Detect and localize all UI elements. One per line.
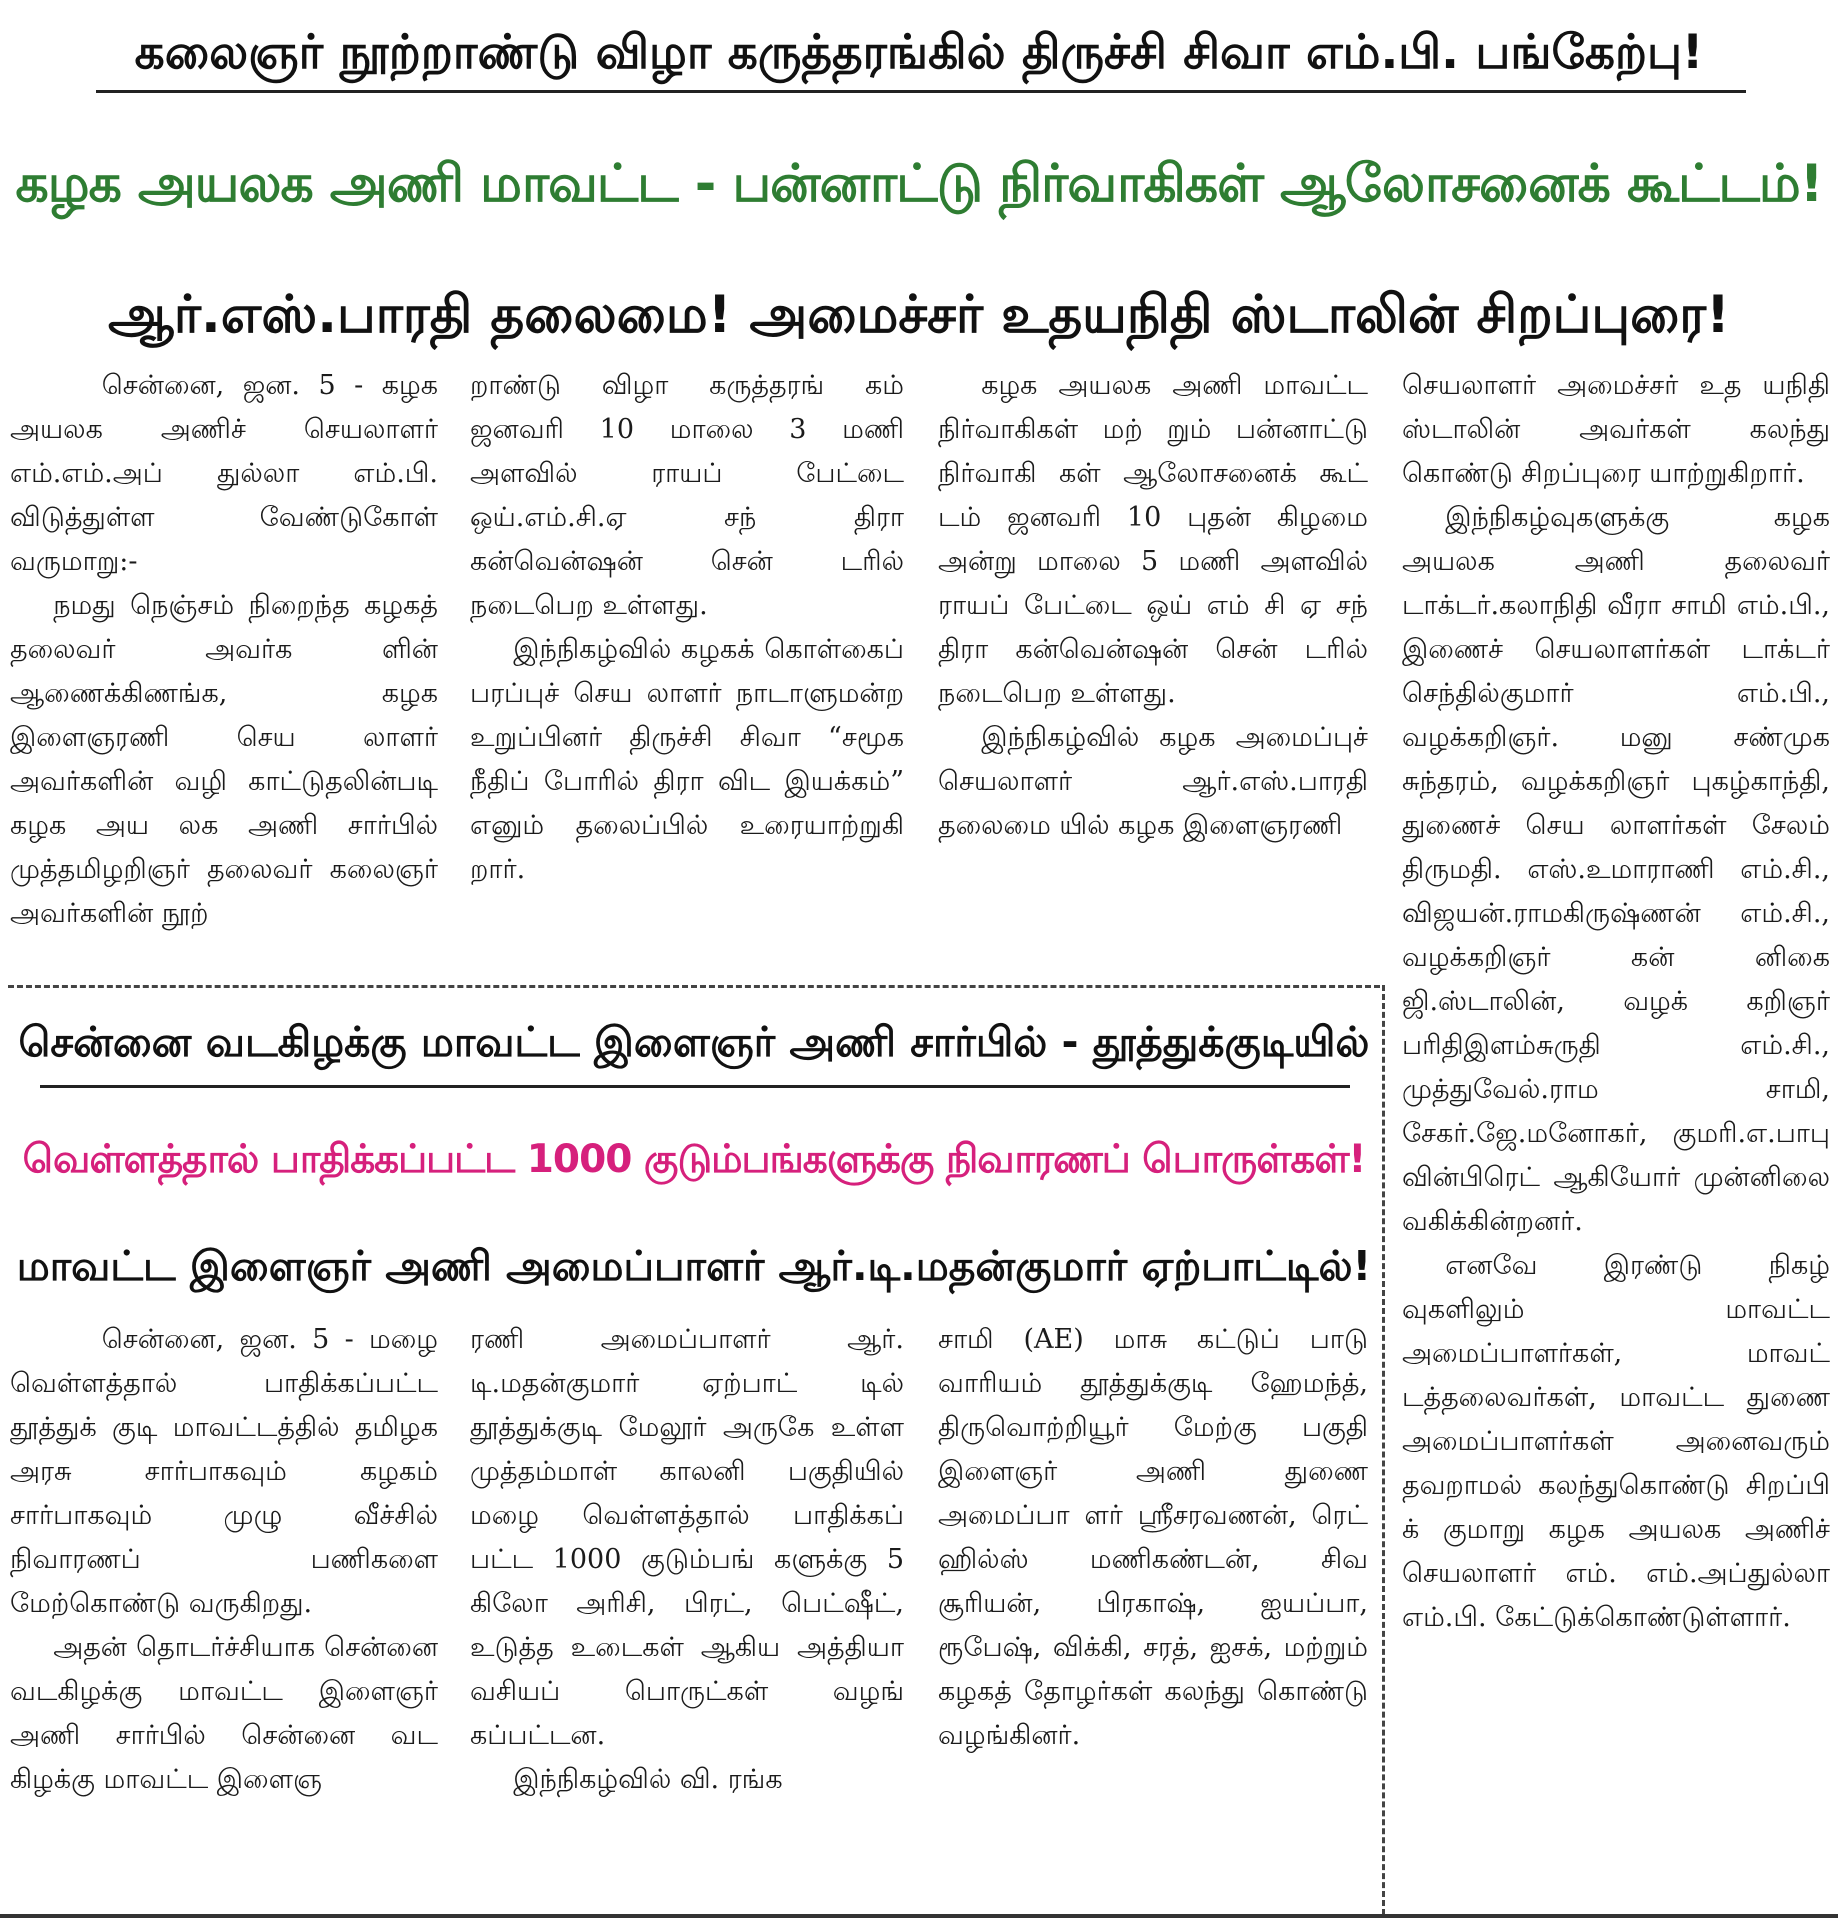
story-divider-horizontal bbox=[8, 985, 1380, 988]
story1-headline: கழக அயலக அணி மாவட்ட - பன்னாட்டு நிர்வாகிகள் ஆலோசனைக் கூட்டம்! bbox=[15, 153, 1823, 214]
paragraph: இந்நிகழ்வுகளுக்கு கழக அயலக அணி தலைவர் டாக்டர்.கலாநிதி வீரா சாமி எம்.பி., இணைச் செயலாளர்கள் டாக்டர் செந்தில்குமார் எம்.பி., வழக்கறிஞர். மனு சண்முக சுந்தரம், வழக்கறிஞர் புகழ்காந்தி, துணைச் செய லாளர்கள் சேலம் திருமதி. எஸ்.உமாராணி எம்.சி., விஜயன்.ராமகிருஷ்ணன் எம்.சி., வழக்கறிஞர் கன் னிகை ஜி.ஸ்டாலின், வழக் கறிஞர் பரிதிஇளம்சுருதி எம்.சி., முத்துவேல்.ராம சாமி, சேகர்.ஜே.மனோகர், குமரி.எ.பாபு வின்பிரெட் ஆகியோர் முன்னிலை வகிக்கின்றனர். bbox=[1402, 502, 1830, 1237]
story2-column-2 bbox=[470, 1318, 904, 1910]
story2-subhead: மாவட்ட இளைஞர் அணி அமைப்பாளர் ஆர்.டி.மதன்குமார் ஏற்பாட்டில்! bbox=[16, 1242, 1372, 1290]
paragraph: சென்னை, ஜன. 5 - மழை வெள்ளத்தால் பாதிக்கப்பட்ட தூத்துக் குடி மாவட்டத்தில் தமிழக அரசு சார்பாகவும் கழகம் சார்பாகவும் முழு வீச்சில் நிவாரணப் பணிகளை மேற்கொண்டு வருகிறது. bbox=[10, 1324, 438, 1619]
paragraph: செயலாளர் அமைச்சர் உத யநிதி ஸ்டாலின் அவர்கள் கலந்து கொண்டு சிறப்புரை யாற்றுகிறார். bbox=[1402, 370, 1830, 489]
story-divider-vertical bbox=[1382, 985, 1385, 1915]
paragraph: நமது நெஞ்சம் நிறைந்த கழகத் தலைவர் அவர்க ளின் ஆணைக்கிணங்க, கழக இளைஞரணி செய லாளர் அவர்களின் வழி காட்டுதலின்படி கழக அய லக அணி சார்பில் முத்தமிழறிஞர் தலைவர் கலைஞர் அவர்களின் நூற் bbox=[10, 590, 438, 929]
story2-column-3 bbox=[938, 1318, 1368, 1910]
story1-column-4 bbox=[1402, 364, 1830, 1909]
paragraph: றாண்டு விழா கருத்தரங் கம் ஜனவரி 10 மாலை 3 மணி அளவில் ராயப் பேட்டை ஒய்.எம்.சி.ஏ சந் திரா கன்வென்ஷன் சென் டரில் நடைபெற உள்ளது. bbox=[470, 370, 904, 621]
paragraph: இந்நிகழ்வில் வி. ரங்க bbox=[513, 1764, 783, 1795]
paragraph: இந்நிகழ்வில் கழக அமைப்புச் செயலாளர் ஆர்.எஸ்.பாரதி தலைமை யில் கழக இளைஞரணி bbox=[938, 722, 1368, 841]
paragraph: அதன் தொடர்ச்சியாக சென்னை வடகிழக்கு மாவட்ட இளைஞர் அணி சார்பில் சென்னை வட கிழக்கு மாவட்ட இளைஞ bbox=[10, 1632, 438, 1795]
story1-column-1 bbox=[10, 364, 438, 974]
paragraph: கழக அயலக அணி மாவட்ட நிர்வாகிகள் மற் றும் பன்னாட்டு நிர்வாகி கள் ஆலோசனைக் கூட் டம் ஜனவரி 10 புதன் கிழமை அன்று மாலை 5 மணி அளவில் ராயப் பேட்டை ஒய் எம் சி ஏ சந் திரா கன்வென்ஷன் சென் டரில் நடைபெற உள்ளது. bbox=[938, 370, 1368, 709]
paragraph: ரணி அமைப்பாளர் ஆர். டி.மதன்குமார் ஏற்பாட் டில் தூத்துக்குடி மேலூர் அருகே உள்ள முத்தம்மாள் காலனி பகுதியில் மழை வெள்ளத்தால் பாதிக்கப் பட்ட 1000 குடும்பங் களுக்கு 5 கிலோ அரிசி, பிரட், பெட்ஷீட், உடுத்த உடைகள் ஆகிய அத்தியா வசியப் பொருட்கள் வழங் கப்பட்டன. bbox=[470, 1324, 904, 1751]
page-bottom-rule bbox=[0, 1914, 1838, 1918]
story2-column-1 bbox=[10, 1318, 438, 1910]
paragraph: எனவே இரண்டு நிகழ் வுகளிலும் மாவட்ட அமைப்பாளர்கள், மாவட் டத்தலைவர்கள், மாவட்ட துணை அமைப்பாளர்கள் அனைவரும் தவறாமல் கலந்துகொண்டு சிறப்பி க் குமாறு கழக அயலக அணிச் செயலாளர் எம். எம்.அப்துல்லா எம்.பி. கேட்டுக்கொண்டுள்ளார். bbox=[1402, 1250, 1830, 1633]
story2-kicker-underline bbox=[40, 1085, 1350, 1088]
story1-column-3 bbox=[938, 364, 1368, 974]
story1-kicker: கலைஞர் நூற்றாண்டு விழா கருத்தரங்கில் திருச்சி சிவா எம்.பி. பங்கேற்பு! bbox=[134, 24, 1704, 80]
paragraph: இந்நிகழ்வில் கழகக் கொள்கைப் பரப்புச் செய லாளர் நாடாளுமன்ற உறுப்பினர் திருச்சி சிவா “சமூக நீதிப் போரில் திரா விட இயக்கம்” எனும் தலைப்பில் உரையாற்றுகி றார். bbox=[470, 634, 904, 885]
paragraph: சாமி (AE) மாசு கட்டுப் பாடு வாரியம் தூத்துக்குடி ஹேமந்த், திருவொற்றியூர் மேற்கு பகுதி இளைஞர் அணி துணை அமைப்பா ளர் ஸ்ரீசரவணன், ரெட் ஹில்ஸ் மணிகண்டன், சிவ சூரியன், பிரகாஷ், ஐயப்பா, ரூபேஷ், விக்கி, சரத், ஐசக், மற்றும் கழகத் தோழர்கள் கலந்து கொண்டு வழங்கினர். bbox=[938, 1324, 1368, 1751]
paragraph: சென்னை, ஜன. 5 - கழக அயலக அணிச் செயலாளர் எம்.எம்.அப் துல்லா எம்.பி. விடுத்துள்ள வேண்டுகோள் வருமாறு:- bbox=[10, 370, 438, 577]
story1-subhead: ஆர்.எஸ்.பாரதி தலைமை! அமைச்சர் உதயநிதி ஸ்டாலின் சிறப்புரை! bbox=[108, 284, 1730, 345]
story1-column-2 bbox=[470, 364, 904, 974]
kicker-underline bbox=[96, 90, 1746, 93]
story2-kicker: சென்னை வடகிழக்கு மாவட்ட இளைஞர் அணி சார்பில் - தூத்துக்குடியில் bbox=[18, 1018, 1370, 1066]
story2-headline: வெள்ளத்தால் பாதிக்கப்பட்ட 1000 குடும்பங்களுக்கு நிவாரணப் பொருள்கள்! bbox=[22, 1137, 1366, 1182]
